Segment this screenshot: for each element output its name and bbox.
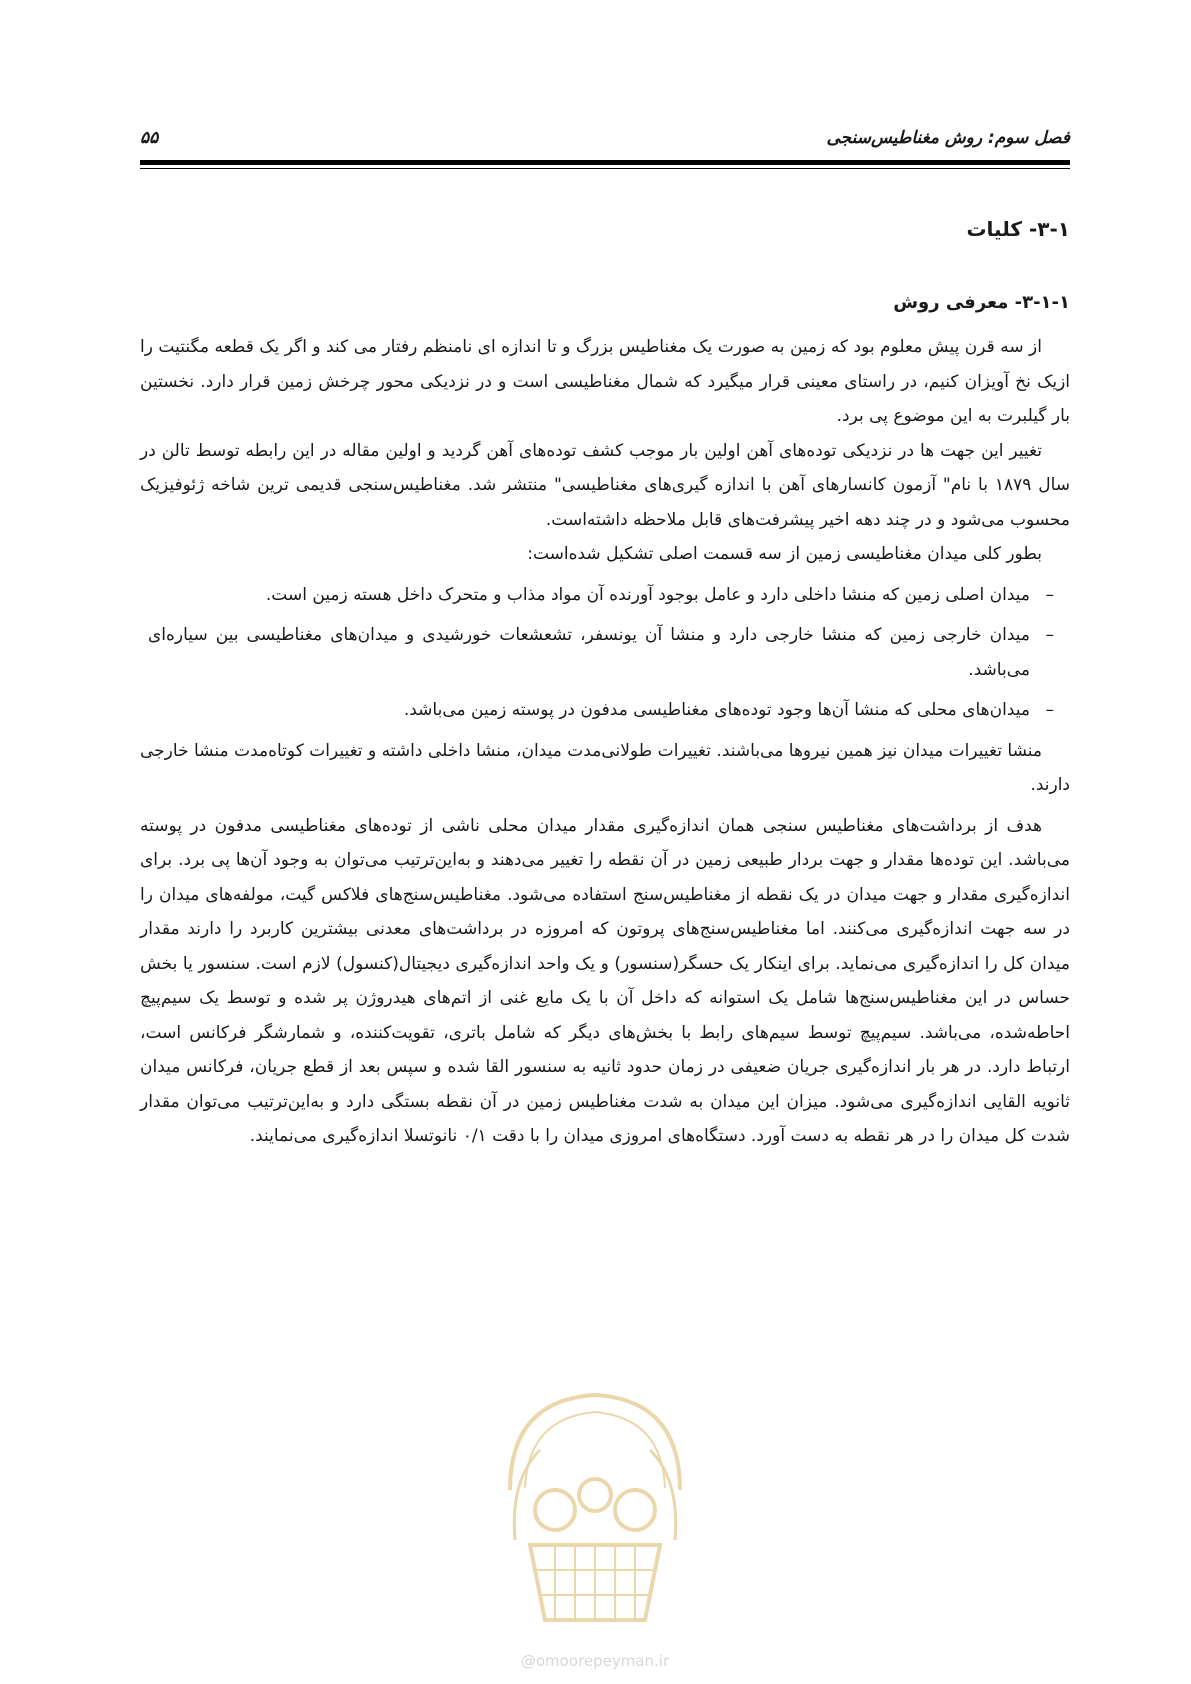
chapter-title: فصل سوم: روش مغناطیس‌سنجی	[826, 128, 1070, 148]
paragraph-3: بطور کلی میدان مغناطیسی زمین از سه قسمت اصلی تشکیل شده‌است:	[527, 544, 1042, 564]
header-rule-thin	[140, 168, 1070, 169]
paragraph-2: تغییر این جهت ها در نزدیکی توده‌های آهن اولین بار موجب کشف توده‌های آهن گردید و اولین مقاله در این رابطه توسط تالن در سال ۱۸۷۹ با نام" آزمون کانسارهای آهن با اندازه گیری‌های مغناطیسی" منتشر شد. مغناطیس‌سنجی قدیمی ترین شاخه ژئوفیزیک محسوب می‌شود و در چند دهه اخیر پیشرفت‌های قابل ملاحظه داشته‌است.	[140, 440, 1070, 530]
list-item: – میدان‌های محلی که منشا آن‌ها وجود توده‌های مغناطیسی مدفون در پوسته زمین می‌باشد.	[140, 693, 1060, 728]
watermark-seal-icon	[470, 1370, 720, 1650]
list-item: – میدان خارجی زمین که منشا خارجی دارد و منشا آن یونسفر، تشعشعات خورشیدی و میدان‌های مغناطیسی بین سیاره‌ای می‌باشد.	[140, 618, 1060, 687]
watermark-logo	[470, 1370, 720, 1670]
paragraph-1: از سه قرن پیش معلوم بود که زمین به صورت یک مغناطیس بزرگ و تا اندازه ای نامنظم رفتار می کند و اگر یک قطعه مگنتیت را ازیک نخ آویزان کنیم، در راستای معینی قرار میگیرد که شمال مغناطیسی است و در نزدیکی محور چرخش زمین قرار دارد. نخستین بار گیلبرت به این موضوع پی برد.	[140, 337, 1070, 426]
header-rule-thick	[140, 160, 1070, 165]
page-number: ۵۵	[140, 128, 159, 148]
paragraph-4: منشا تغییرات میدان نیز همین نیروها می‌باشند. تغییرات طولانی‌مدت میدان، منشا داخلی داشته و تغییرات کوتاه‌مدت منشا خارجی دارند.	[140, 740, 1070, 795]
section-heading: ۳-۱- کلیات	[966, 217, 1070, 241]
watermark-url: @omoorepeyman.ir	[520, 1652, 670, 1670]
page-header	[140, 128, 1070, 156]
field-components-list	[140, 578, 1070, 728]
subsection-heading: ۳-۱-۱- معرفی روش	[893, 292, 1070, 313]
paragraph-5: هدف از برداشت‌های مغناطیس سنجی همان اندازه‌گیری مقدار میدان محلی ناشی از توده‌های مغناطیسی مدفون در پوسته می‌باشد. این توده‌ها مقدار و جهت بردار طبیعی زمین در آن نقطه را تغییر می‌دهند و به‌این‌ترتیب می‌توان به وجود آن‌ها پی برد. برای اندازه‌گیری مقدار و جهت میدان در یک نقطه از مغناطیس‌سنج استفاده می‌شود. مغناطیس‌سنج‌های فلاکس گیت، مولفه‌های میدان را در سه جهت اندازه‌گیری می‌کنند. اما مغناطیس‌سنج‌های پروتون که امروزه در برداشت‌های معدنی بیشترین کاربرد را دارند مقدار میدان کل را اندازه‌گیری می‌نماید. برای اینکار یک حسگر(سنسور) و یک واحد اندازه‌گیری دیجیتال(کنسول) لازم است. سنسور یا بخش حساس در این مغناطیس‌سنج‌ها شامل یک استوانه که داخل آن با یک مایع غنی از اتم‌های هیدروژن پر شده و توسط یک سیم‌پیچ احاطه‌شده، می‌باشد. سیم‌پیچ توسط سیم‌های رابط با بخش‌های دیگر که شامل باتری، تقویت‌کننده، و شمارشگر فرکانس است، ارتباط دارد. در هر بار اندازه‌گیری جریان ضعیفی در زمان حدود ثانیه به سنسور القا شده و سپس بعد از قطع جریان، فرکانس میدان ثانویه القایی اندازه‌گیری می‌شود. میزان این میدان به شدت مغناطیس زمین در آن نقطه بستگی دارد و به‌این‌ترتیب می‌توان مقدار شدت کل میدان را در هر نقطه به دست آورد. دستگاه‌های امروزی میدان را با دقت ۰/۱ نانوتسلا اندازه‌گیری می‌نمایند.	[140, 815, 1070, 1146]
list-item: – میدان اصلی زمین که منشا داخلی دارد و عامل بوجود آورنده آن مواد مذاب و متحرک داخل هسته زمین است.	[140, 578, 1060, 613]
page-body	[140, 212, 1070, 1154]
